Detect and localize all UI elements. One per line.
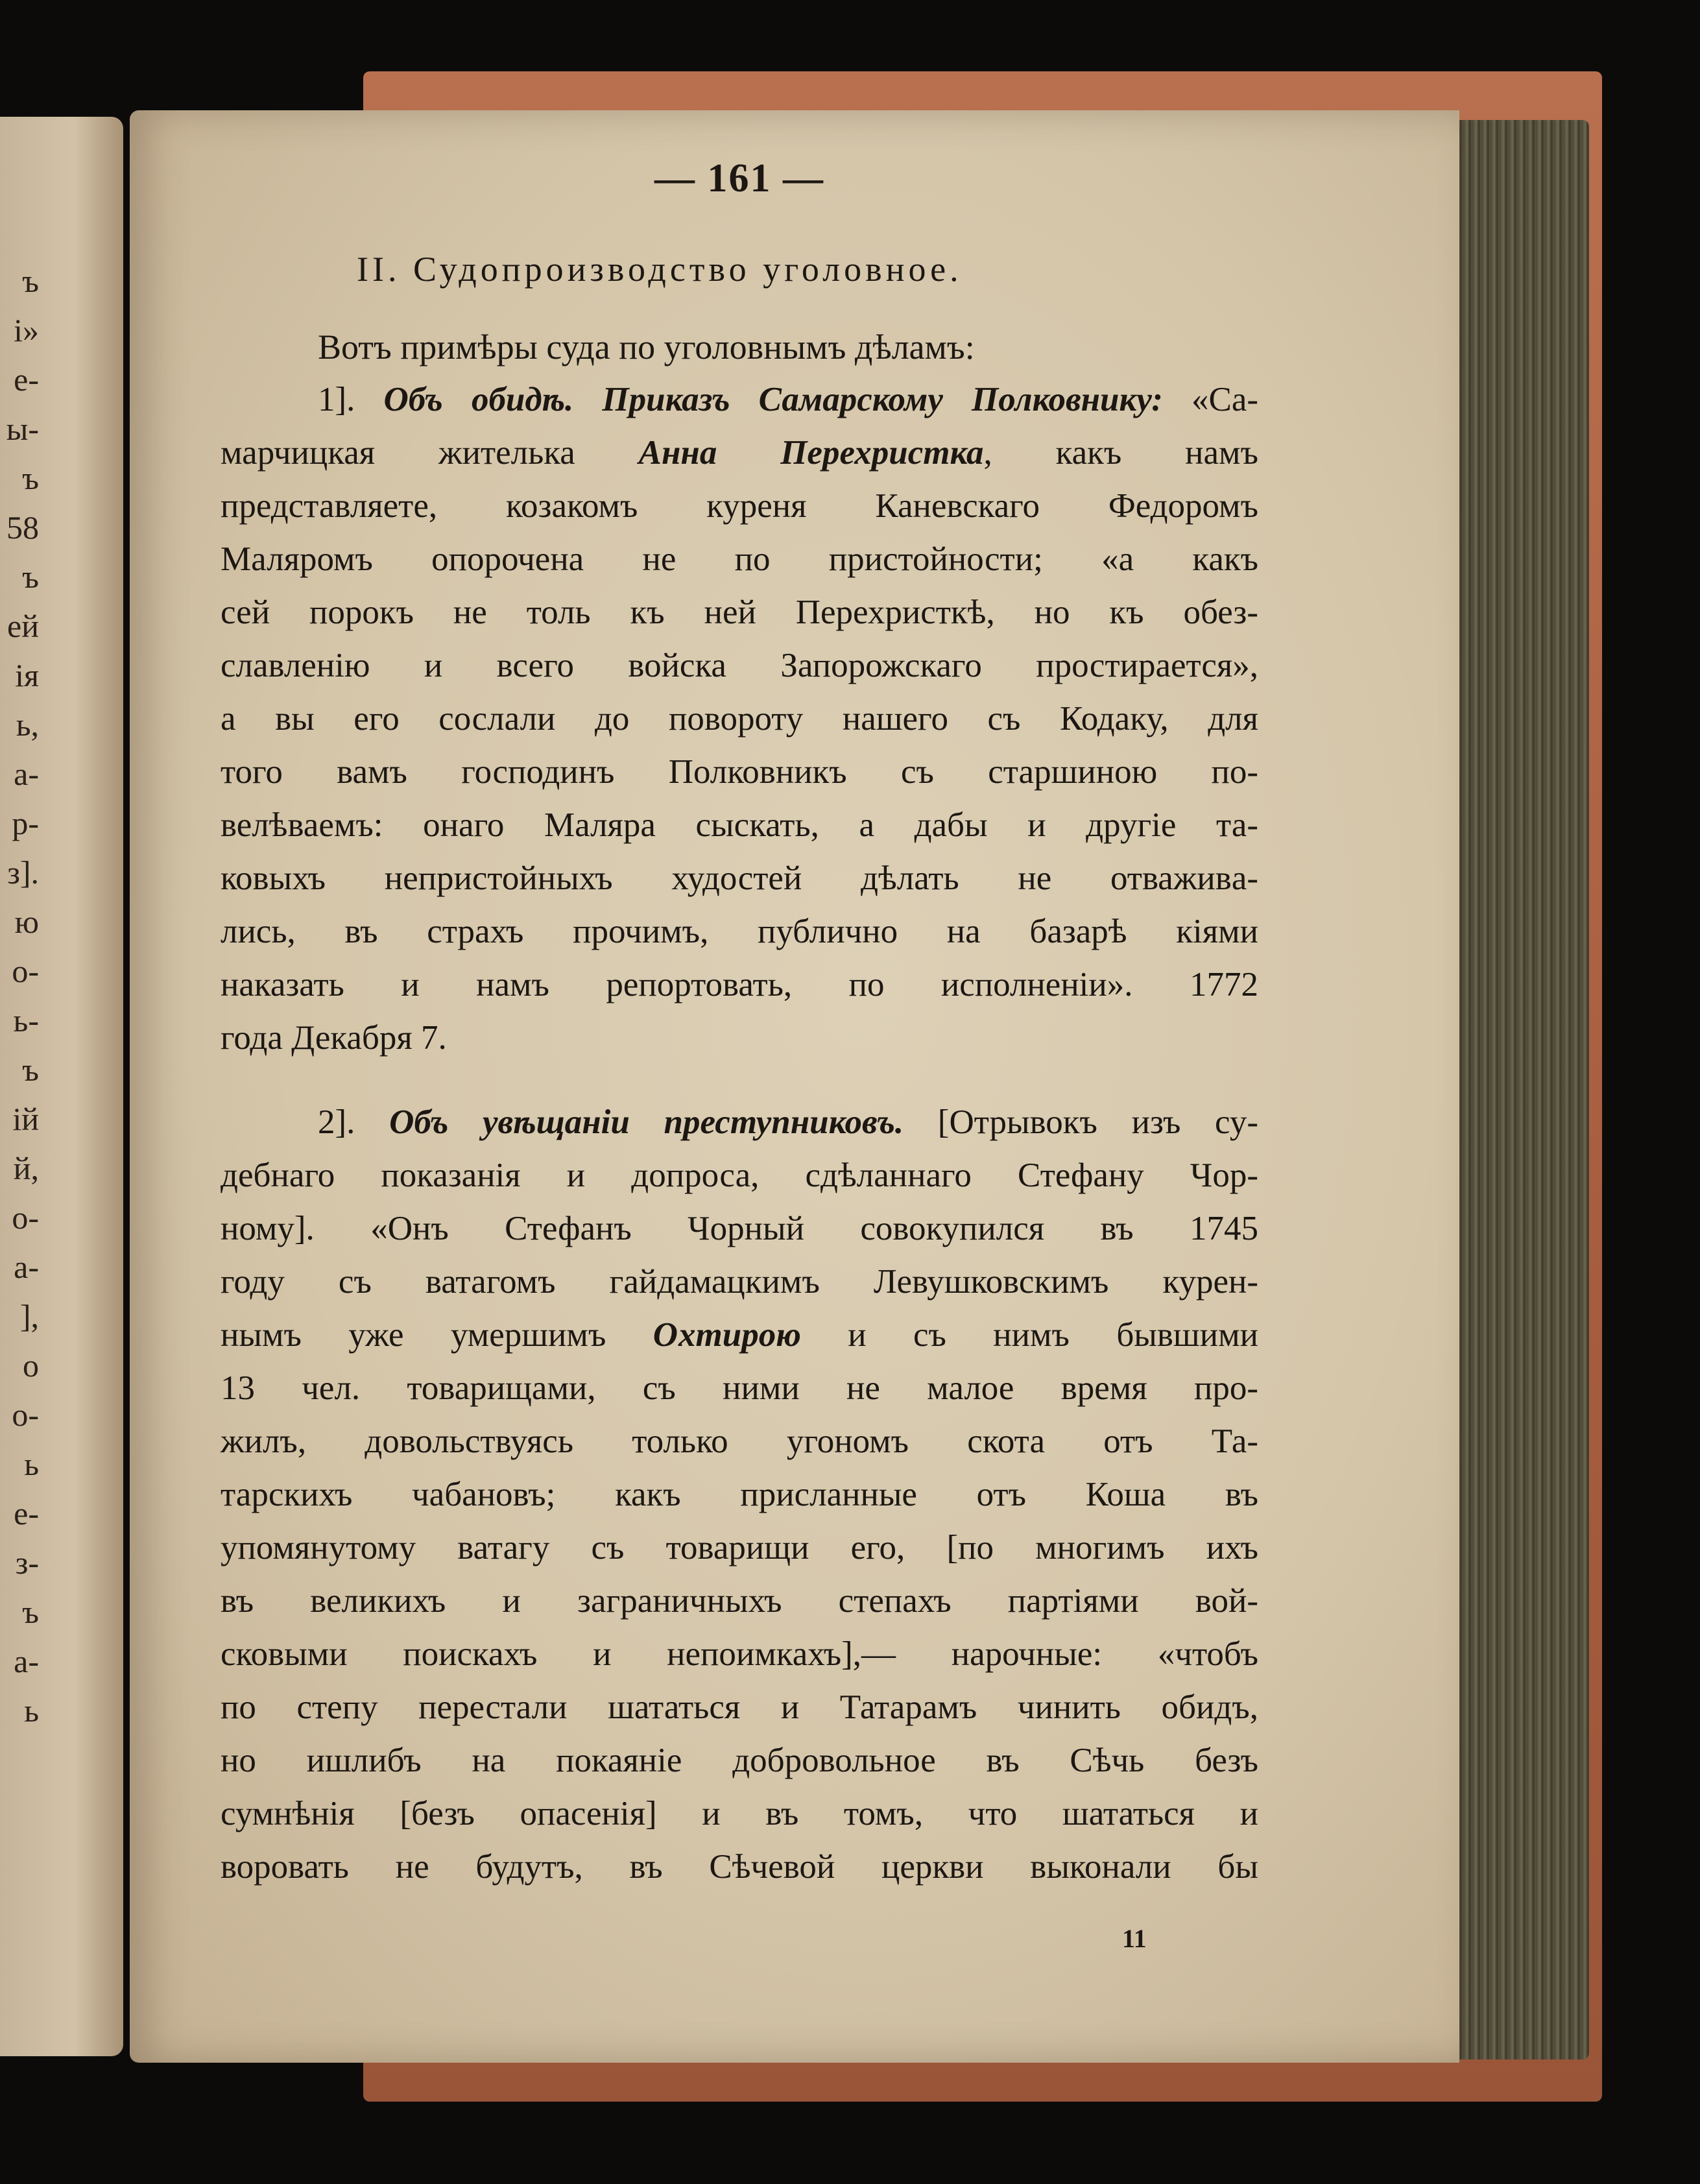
paragraph-1-line: наказать и намъ репортовать, по исполненіи». 1772 <box>221 966 1258 1003</box>
left-page-fragment: ъ <box>22 263 39 299</box>
left-page-fragment: а- <box>14 756 39 792</box>
paragraph-1-line: того вамъ господинъ Полковникъ съ старшиною по- <box>221 753 1258 791</box>
paragraph-1-line-2 <box>221 426 1258 479</box>
paragraph-1-line: а вы его сослали до повороту нашего съ Кодаку, для <box>221 700 1258 738</box>
left-page-fragment: 58 <box>6 509 39 546</box>
left-page-fragment: й, <box>13 1150 39 1186</box>
left-page-fragment: ы- <box>6 411 39 447</box>
paragraph-1-line: ковыхъ непристойныхъ худостей дѣлать не отваживa- <box>221 859 1258 897</box>
left-page-fragment: ь- <box>13 1002 39 1038</box>
paragraph-1-line: года Декабря 7. <box>221 1019 447 1057</box>
line-text: [Отрывокъ изъ су- <box>937 1103 1259 1141</box>
line-text: , какъ намъ <box>983 434 1258 472</box>
paragraph-2-line: по степу перестали шататься и Татарамъ чинить обидъ, <box>221 1688 1258 1726</box>
paragraph-1 <box>221 373 1258 1064</box>
left-page-fragment: о <box>23 1347 39 1384</box>
item-heading: Объ увѣщаніи преступниковъ. <box>389 1103 904 1141</box>
left-page-fragment: ъ <box>22 1594 39 1630</box>
paragraph-2 <box>221 1096 1258 1893</box>
left-page-text-fragments <box>0 256 39 1735</box>
left-page-fragment: ъ <box>22 1051 39 1088</box>
left-page-fragment: е- <box>14 1495 39 1531</box>
item-number: 2]. <box>318 1103 355 1141</box>
paragraph-1-line: представляете, козакомъ куреня Каневскаго Федоромъ <box>221 487 1258 525</box>
paragraph-1-line: славленію и всего войска Запорожскаго простирается», <box>221 647 1258 684</box>
paragraph-2-line: въ великихъ и заграничныхъ степахъ партіями вой- <box>221 1582 1258 1620</box>
left-page-fragment: ь <box>24 1692 39 1729</box>
page-number: — 161 — <box>654 156 824 200</box>
left-page-fragment: а- <box>14 1249 39 1285</box>
page-content <box>221 149 1258 1893</box>
left-page-fragment: ь, <box>16 706 39 743</box>
paragraph-1-line: велѣваемъ: онаго Маляра сыскать, а дабы и другіе та- <box>221 806 1258 844</box>
section-title: II. Судопроизводство уголовное. <box>357 250 963 289</box>
paragraph-2-line-1 <box>221 1096 1258 1149</box>
paragraph-2-line: тарскихъ чабановъ; какъ присланные отъ Коша въ <box>221 1476 1258 1513</box>
left-page-fragment: ъ <box>22 460 39 496</box>
paragraph-2-line: ному]. «Онъ Стефанъ Чорный совокупился въ 1745 <box>221 1210 1258 1247</box>
left-page-fragment: і» <box>14 312 39 348</box>
line-text: и съ нимъ бывшими <box>848 1316 1258 1354</box>
left-page-fragment: о- <box>12 953 39 989</box>
paragraph-1-line: сей порокъ не толь къ ней Перехристкѣ, но къ обез- <box>221 594 1258 631</box>
left-page-fragment: о- <box>12 1199 39 1236</box>
paragraph-1-line-1 <box>221 373 1258 426</box>
paragraph-2-line: упомянутому ватагу съ товарищи его, [по многимъ ихъ <box>221 1529 1258 1566</box>
left-page-fragment: ія <box>15 657 39 693</box>
left-page-fragment: е- <box>14 361 39 398</box>
paragraph-1-line: Маляромъ опорочена не по пристойности; «а какъ <box>221 540 1258 578</box>
paragraph-2-line: сумнѣнія [безъ опасенія] и въ томъ, что шататься и <box>221 1795 1258 1832</box>
left-page-fragment: а- <box>14 1643 39 1679</box>
left-page-fragment: ъ <box>22 558 39 595</box>
signature-mark: 11 <box>1122 1924 1147 1953</box>
left-page-fragment: о- <box>12 1397 39 1433</box>
paragraph-2-line: 13 чел. товарищами, съ ними не малое время про- <box>221 1369 1258 1407</box>
item-number: 1]. <box>318 381 355 418</box>
left-page-fragment: з- <box>15 1544 39 1581</box>
lead-line: Вотъ примѣры суда по уголовнымъ дѣламъ: <box>318 328 975 366</box>
person-name: Охтирою <box>652 1316 801 1354</box>
left-page-fragment: ей <box>7 608 39 644</box>
left-page-fragment: з]. <box>7 854 39 891</box>
left-page-fragment: р- <box>12 805 39 841</box>
left-page-fragment: ю <box>14 904 39 940</box>
paragraph-2-line-name <box>221 1308 1258 1362</box>
paragraph-2-line: сковыми поискахъ и непоимкахъ],— нарочные: «чтобъ <box>221 1635 1258 1673</box>
line-text: «Са- <box>1191 381 1259 418</box>
paragraph-2-line: году съ ватагомъ гайдамацкимъ Левушковскимъ курен- <box>221 1263 1258 1301</box>
line-text: марчицкая жителька <box>221 434 575 472</box>
paragraph-1-line: лись, въ страхъ прочимъ, публично на базарѣ кіями <box>221 913 1258 950</box>
paragraph-2-line: но ишлибъ на покаяніе добровольное въ Сѣчь безъ <box>221 1742 1258 1779</box>
left-page-fragment: ій <box>12 1101 39 1137</box>
paragraph-2-line: жилъ, довольствуясь только угономъ скота отъ Та- <box>221 1422 1258 1460</box>
item-heading: Объ обидѣ. Приказъ Самарскому Полковнику: <box>383 381 1163 418</box>
person-name: Анна Перехристка <box>638 434 984 472</box>
left-page-fragment: ь <box>24 1446 39 1482</box>
line-text: нымъ уже умершимъ <box>221 1316 606 1354</box>
paragraph-2-line: воровать не будутъ, въ Сѣчевой церкви выконали бы <box>221 1848 1258 1886</box>
paragraph-2-line: дебнаго показанія и допроса, сдѣланнаго Стефану Чор- <box>221 1157 1258 1194</box>
left-page-fragment: ], <box>19 1298 39 1334</box>
